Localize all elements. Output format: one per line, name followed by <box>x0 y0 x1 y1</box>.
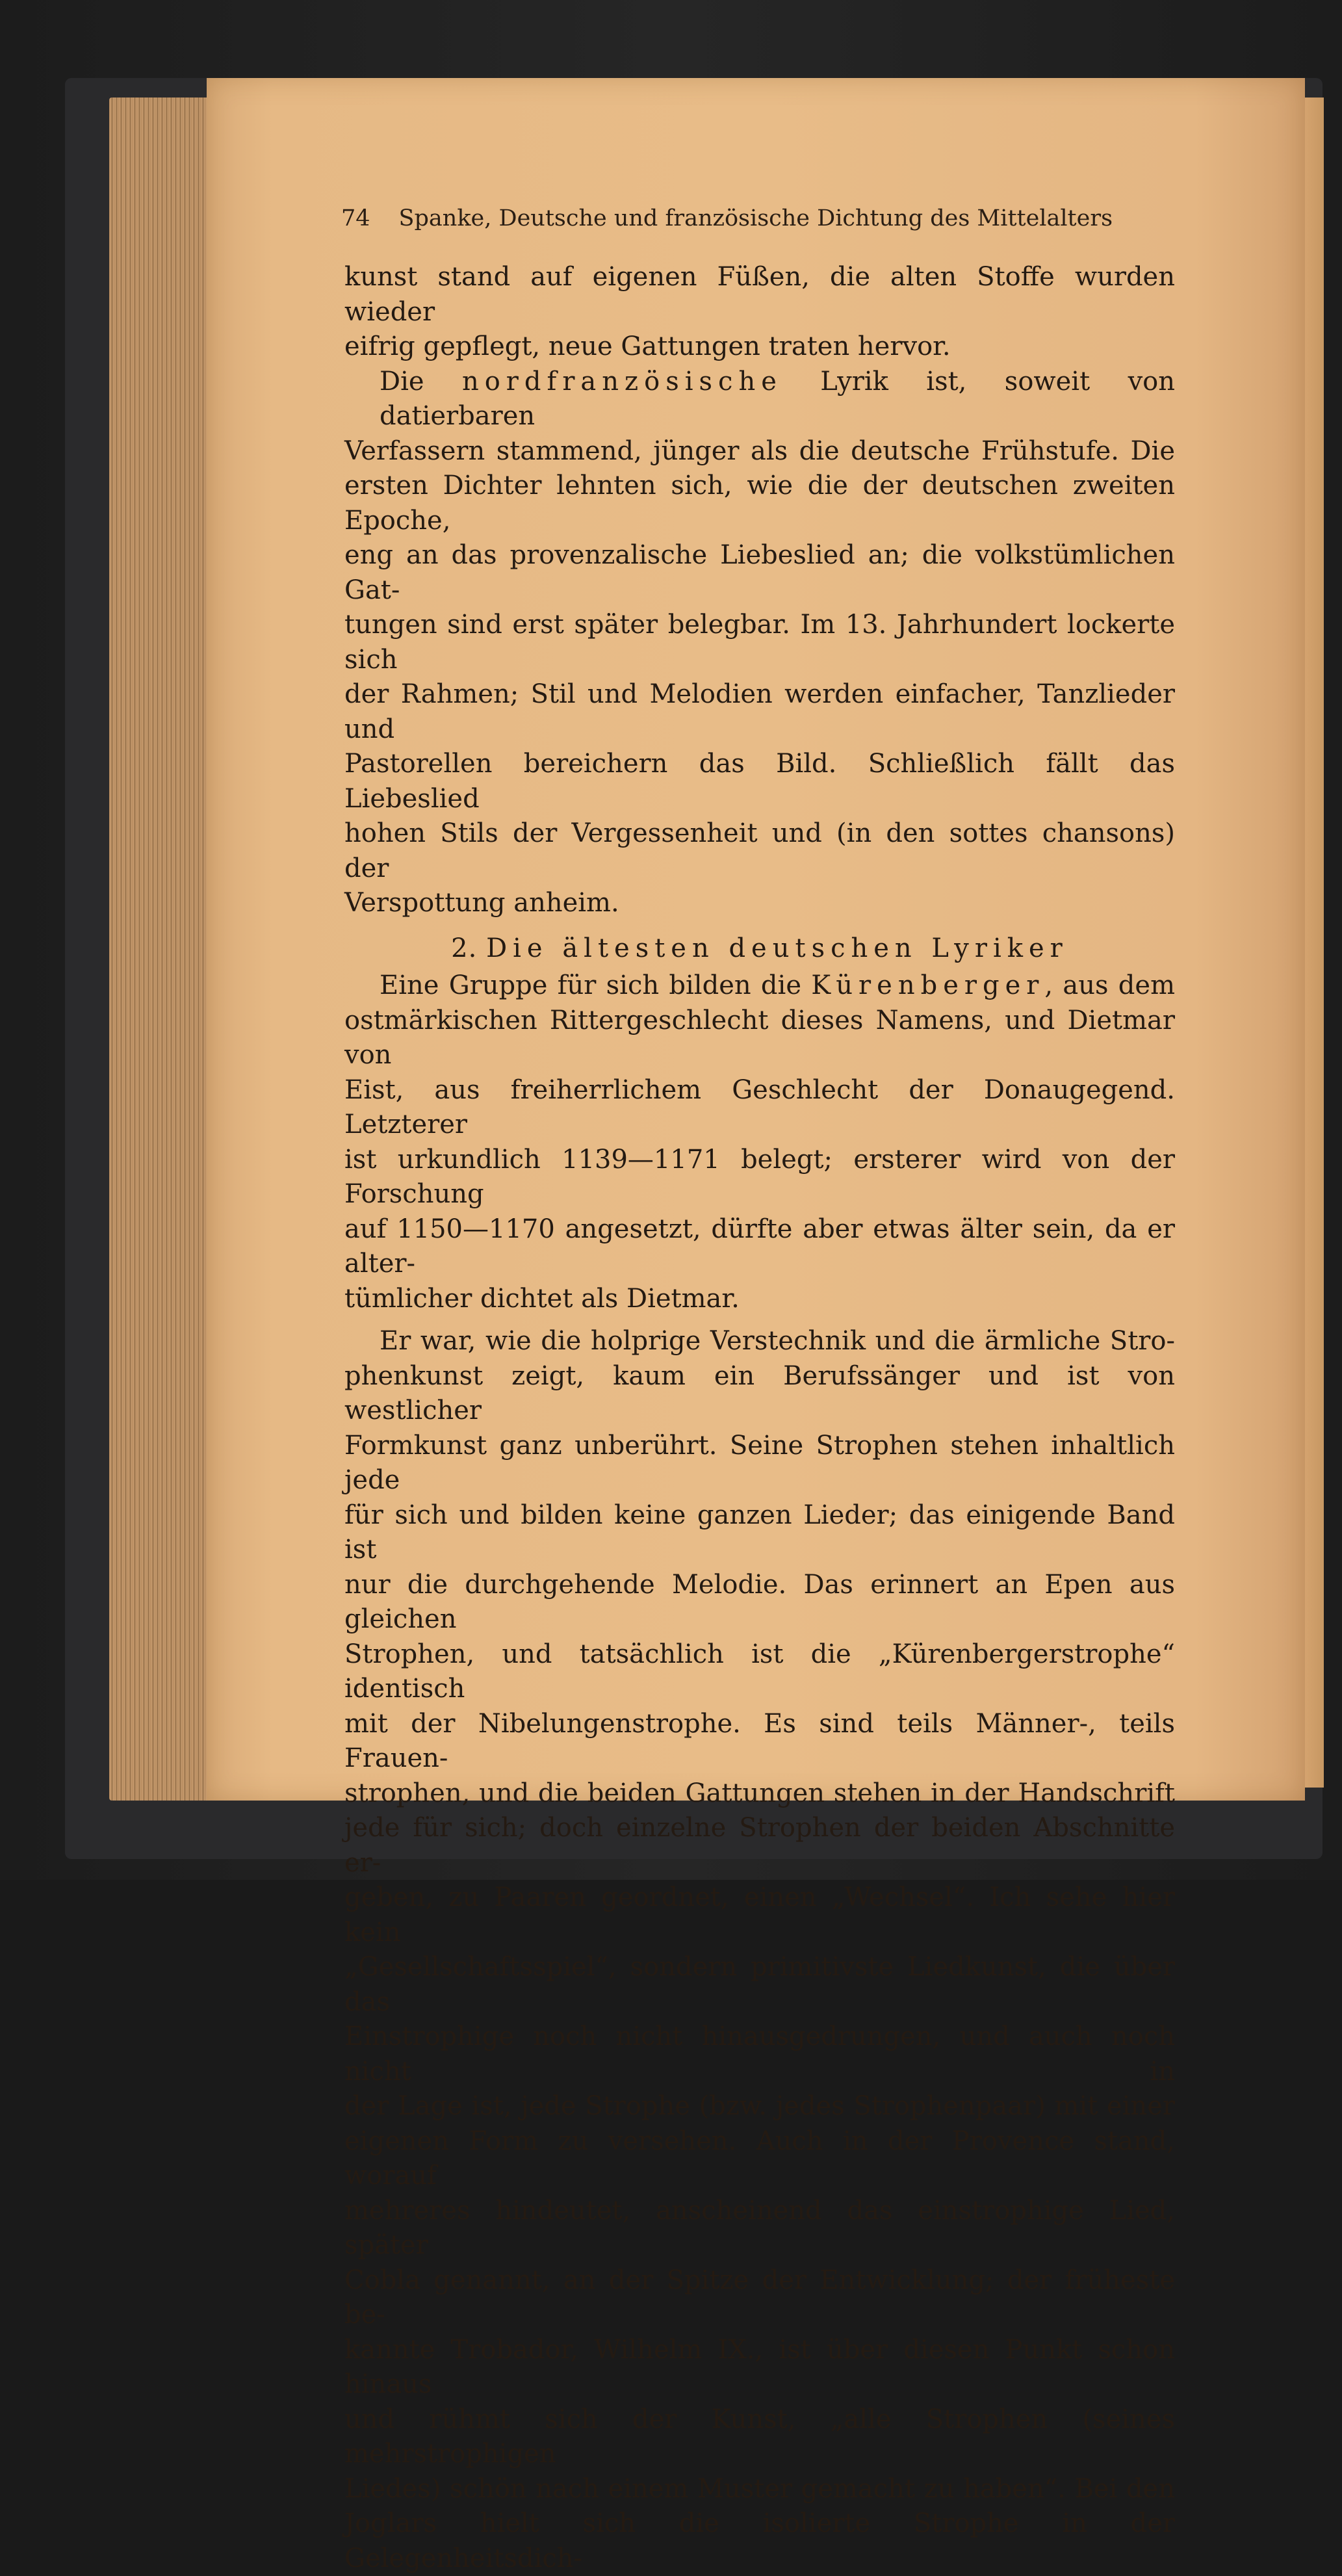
text-line: Joglars hielt sich die isolierte Strophe in der Gelegenheitsdich- <box>344 2508 1175 2573</box>
text-line: ist urkundlich 1139—1171 belegt; ersterer wird von der Forschung <box>344 1144 1175 1209</box>
text-line: Pastorellen bereichern das Bild. Schließlich fällt das Liebeslied <box>344 749 1175 814</box>
text-line: strophen, und die beiden Gattungen stehen in der Handschrift <box>344 1778 1175 1808</box>
body-text <box>344 260 1175 2576</box>
paragraph-3 <box>344 969 1175 1316</box>
text-line: jede für sich; doch einzelne Strophen der beiden Abschnitte er- <box>344 1813 1175 1878</box>
text-line: hohen Stils der Vergessenheit und (in den sottes chansons) der <box>344 818 1175 883</box>
section-title: Die ältesten deutschen Lyriker <box>486 933 1068 963</box>
text-line: Formkunst ganz unberührt. Seine Strophen stehen inhaltlich jede <box>344 1430 1175 1495</box>
text-line: kunst stand auf eigenen Füßen, die alten Stoffe wurden wieder <box>344 262 1175 327</box>
paragraph-1 <box>344 260 1175 365</box>
text-line: mit der Nibelungenstrophe. Es sind teils Männer-, teils Frauen- <box>344 1708 1175 1773</box>
page-number: 74 <box>341 205 370 231</box>
text-line: der Lage ist, jede Strophe (bzw. jedes Strophenpaar) mit einer <box>344 2091 1175 2121</box>
text-line <box>344 969 1175 1004</box>
text-line: der Rahmen; Stil und Melodien werden einfacher, Tanzlieder und <box>344 679 1175 744</box>
text-line: kannte Trobador, Wilhelm IX., ist über diesen Punkt schon hinaus <box>344 2334 1175 2399</box>
text-line: Einstrophige noch nicht hinausgedrungen, und auch noch nicht in <box>344 2022 1175 2087</box>
text-fragment: Eine Gruppe für sich bilden die <box>380 970 812 1000</box>
text-line: phenkunst zeigt, kaum ein Berufssänger und ist von westlicher <box>344 1360 1175 1425</box>
paragraph-4 <box>344 1324 1175 2576</box>
text-line: Liedes) schön nach einem Muster gemacht zu haben“. Bei den <box>344 2473 1175 2504</box>
paragraph-2 <box>344 365 1175 921</box>
text-line: nur die durchgehende Melodie. Das erinnert an Epen aus gleichen <box>344 1569 1175 1634</box>
text-line: für sich und bilden keine ganzen Lieder; das einigende Band ist <box>344 1500 1175 1565</box>
section-heading <box>344 931 1175 967</box>
text-line: Strophen, und tatsächlich ist die „Kürenbergerstrophe“ identisch <box>344 1639 1175 1704</box>
text-line: ostmärkischen Rittergeschlecht dieses Namens, und Dietmar von <box>344 1005 1175 1070</box>
text-line: „Gesellschaftsspiel“, sondern primitivste Liedkunst, die über das <box>344 1952 1175 2017</box>
text-line: eifrig gepflegt, neue Gattungen traten hervor. <box>344 332 951 361</box>
spaced-emphasis: nordfranzösische <box>461 366 782 397</box>
text-line: auf 1150—1170 angesetzt, dürfte aber etwas älter sein, da er alter- <box>344 1214 1175 1279</box>
text-line: Verfassern stammend, jünger als die deutsche Frühstufe. Die <box>344 436 1175 466</box>
running-title: Spanke, Deutsche und französische Dichtung des Mittelalters <box>398 205 1113 231</box>
text-line: Verspottung anheim. <box>344 888 619 918</box>
text-fragment: , aus dem <box>1044 970 1175 1000</box>
text-line: eigenen Form zu versehen. Auch in der Provence stand, worauf <box>344 2126 1175 2191</box>
text-line: Er war, wie die holprige Verstechnik und die ärmliche Stro- <box>380 1326 1175 1356</box>
text-line: Cobla genannt, an der Spitze der Entwicklung; der früheste be- <box>344 2265 1175 2330</box>
spaced-emphasis: Kürenberger <box>811 970 1045 1000</box>
text-line <box>344 365 1175 434</box>
text-line: tümlicher dichtet als Dietmar. <box>344 1283 740 1314</box>
text-line: eng an das provenzalische Liebeslied an; die volkstümlichen Gat- <box>344 540 1175 605</box>
text-line: geben, zu Paaren geordnet, einen „Wechsel“. Ich sehe hier kein <box>344 1882 1175 1947</box>
text-line: und rühmt sich der Kunst, „alle Strophen (seines mehrstrophigen <box>344 2404 1175 2469</box>
section-number: 2. <box>451 933 478 963</box>
text-fragment: Lyrik ist, soweit von datierbaren <box>380 366 1176 431</box>
text-line: tungen sind erst später belegbar. Im 13. Jahrhundert lockerte sich <box>344 610 1175 675</box>
text-line: ersten Dichter lehnten sich, wie die der deutschen zweiten Epoche, <box>344 471 1175 536</box>
text-line: mehreres hindeutet, anscheinend das einstrophige Lied, später <box>344 2195 1175 2260</box>
text-line: Eist, aus freiherrlichem Geschlecht der Donaugegend. Letzterer <box>344 1074 1175 1139</box>
text-fragment: Die <box>380 366 462 397</box>
running-head <box>341 205 1113 231</box>
page-edges <box>109 98 220 1801</box>
